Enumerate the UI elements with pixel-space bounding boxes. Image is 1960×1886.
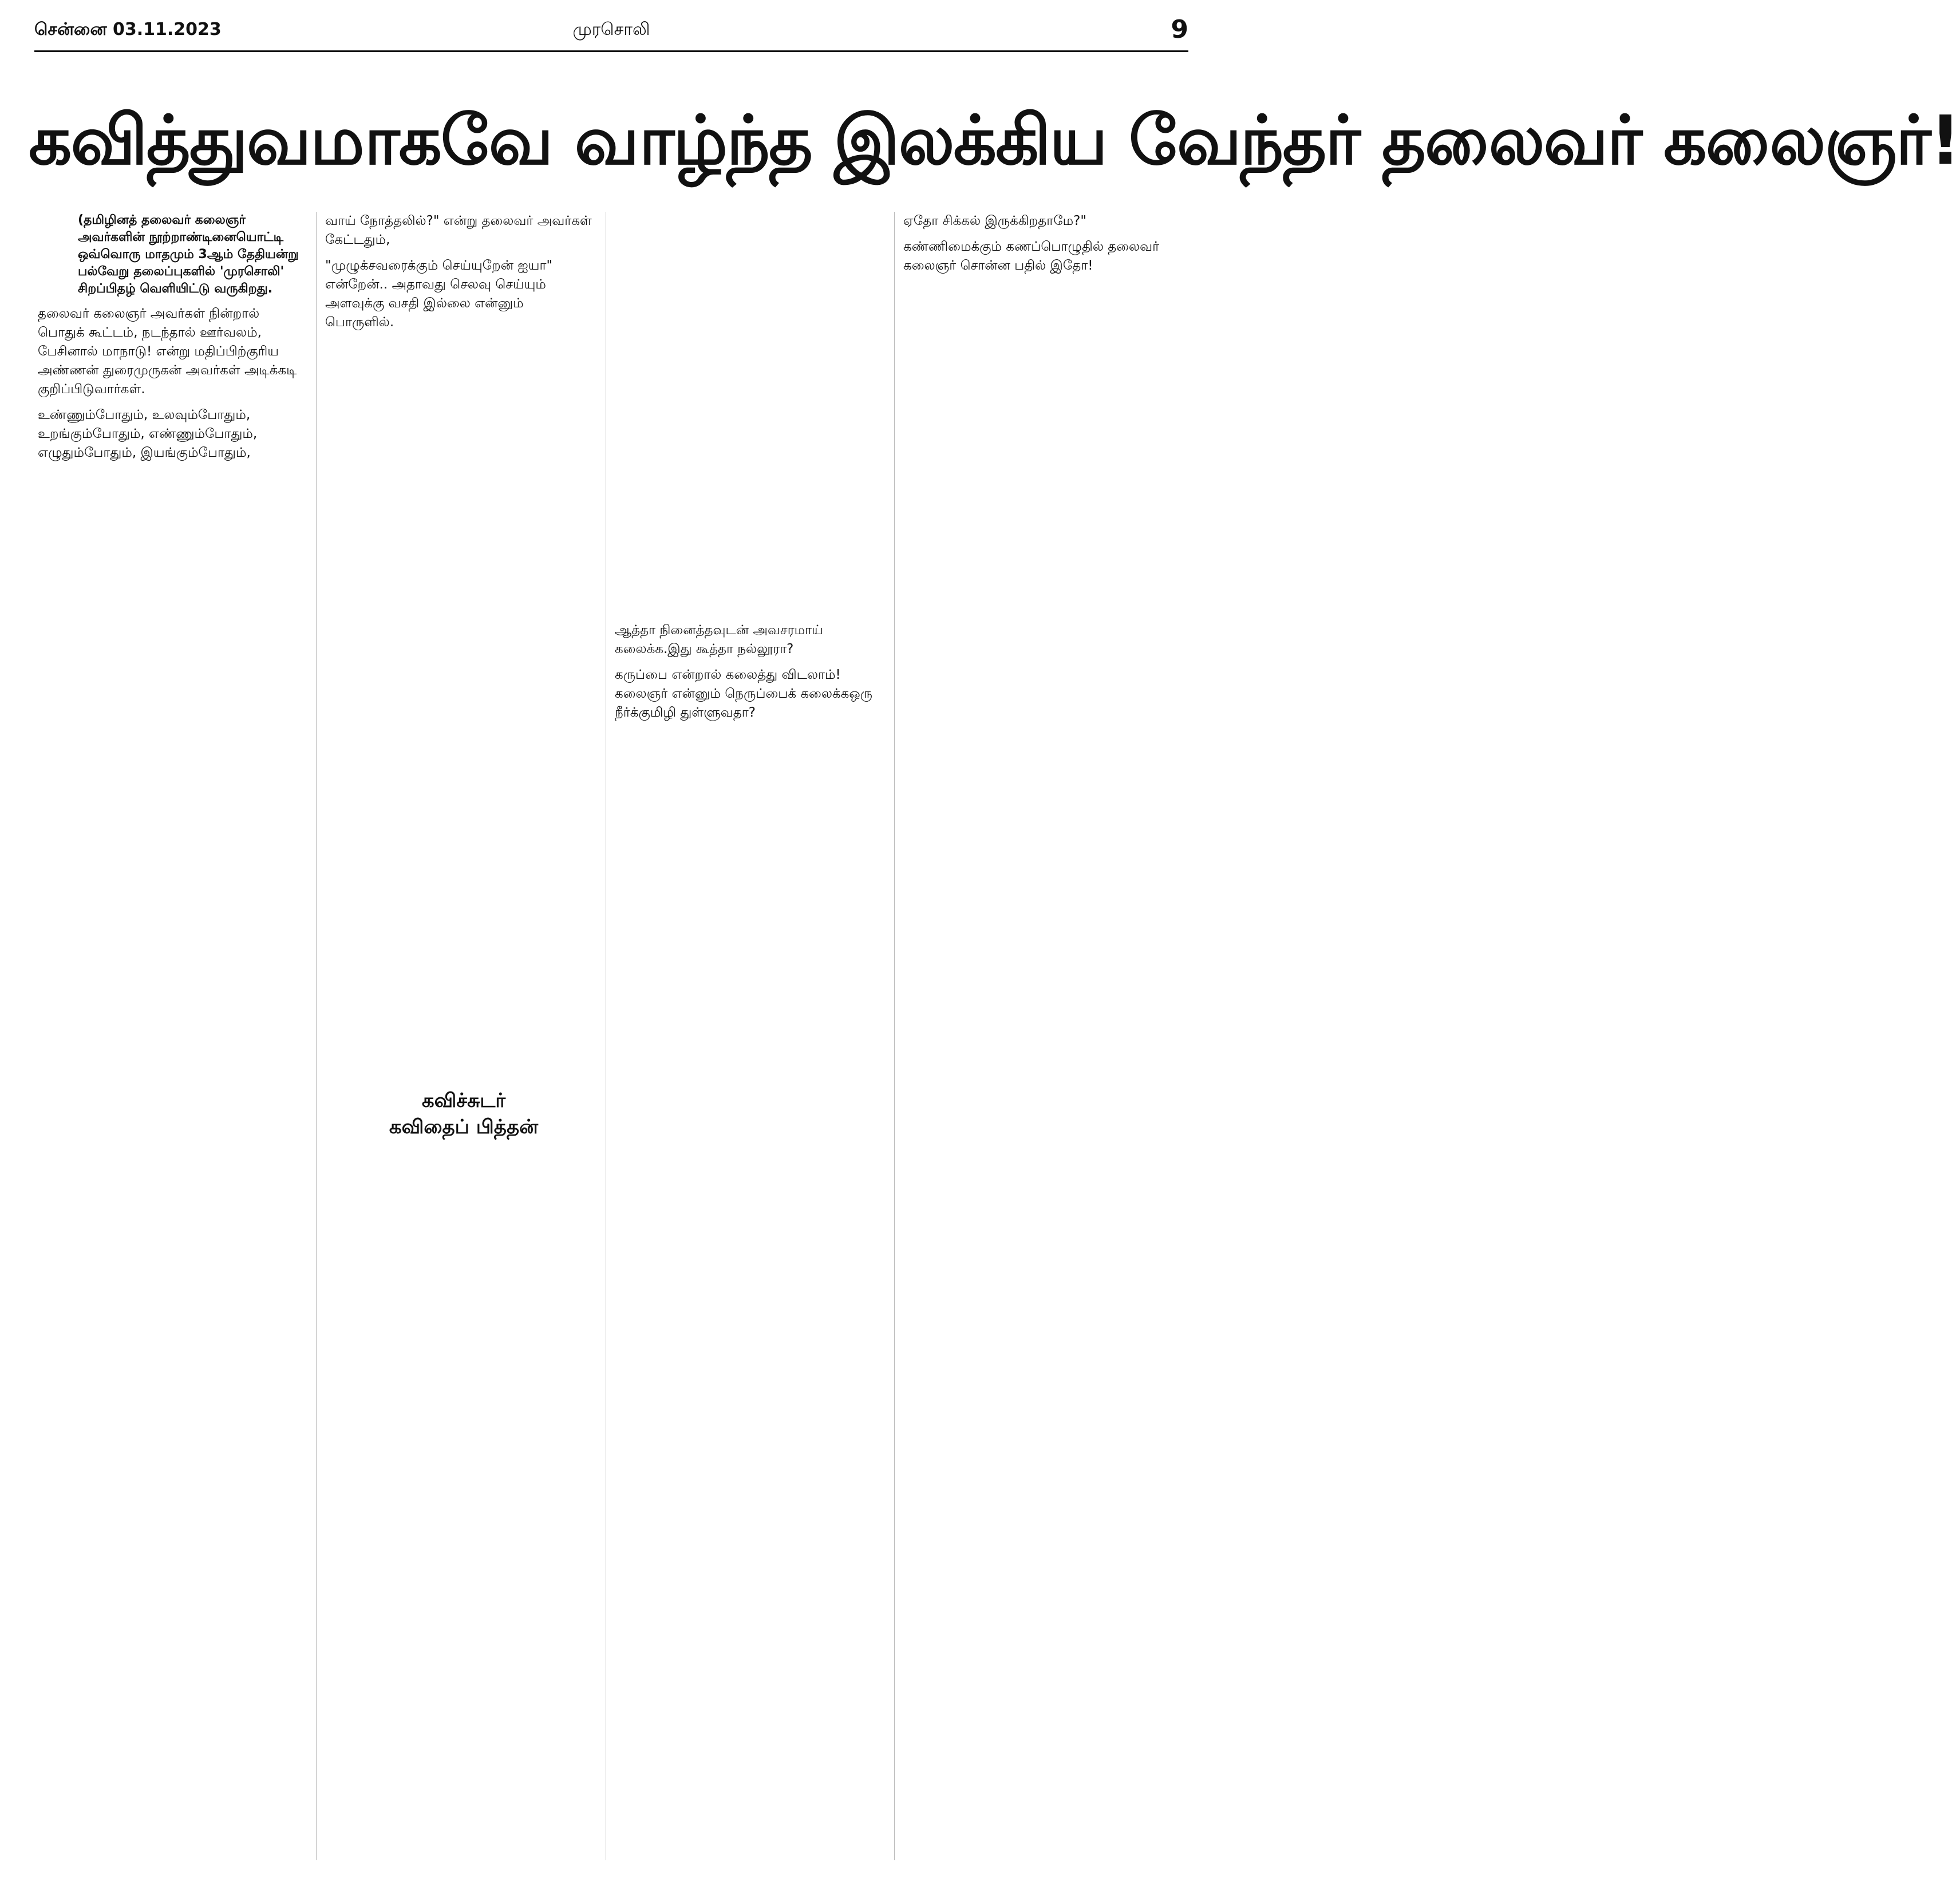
paragraph: வாய் நோத்தலில்?" என்று தலைவர் அவர்கள் கேட்டதும், xyxy=(325,213,592,247)
column-divider xyxy=(894,212,895,1860)
paragraph: உண்ணும்போதும், உலவும்போதும், உறங்கும்போதும், எண்ணும்போதும், எழுதும்போதும், இயங்கும்போதும், xyxy=(38,408,258,460)
paragraph: கருப்பை என்றால் கலைத்து விடலாம்! கலைஞர் என்னும் நெருப்பைக் கலைக்கஒரு நீர்க்குமிழி துள்ளுவதா? xyxy=(615,667,872,720)
column-divider xyxy=(316,212,317,1860)
paragraph: "முழுக்சவரைக்கும் செய்யுறேன் ஐயா" என்றேன்.. அதாவது செலவு செய்யும் அளவுக்கு வசதி இல்லை என்னும் பொருளில். xyxy=(325,258,553,330)
article-column-4 xyxy=(903,212,1172,282)
paragraph: ஆத்தா நினைத்தவுடன் அவசரமாய் கலைக்க.இது கூத்தா நல்லூரா? xyxy=(615,623,823,657)
headline: கவித்துவமாகவே வாழ்ந்த இலக்கிய வேந்தர் தலைவர் கலைஞர்! xyxy=(29,101,1960,180)
paragraph: கண்ணிமைக்கும் கணப்பொழுதில் தலைவர் கலைஞர் சொன்ன பதில் இதோ! xyxy=(903,239,1160,273)
editor-note: (தமிழினத் தலைவர் கலைஞர் அவர்களின் நூற்றாண்டினையொட்டி ஒவ்வொரு மாதமும் 3ஆம் தேதியன்று பல்வேறு தலைப்புகளில் 'முரசொலி' சிறப்பிதழ் வெளியிட்டு வருகிறது. xyxy=(78,213,299,296)
dateline: சென்னை 03.11.2023 xyxy=(34,19,222,39)
page-number: 9 xyxy=(1171,15,1188,44)
article-column-1 xyxy=(38,212,307,469)
paragraph: ஏதோ சிக்கல் இருக்கிறதாமே?" xyxy=(903,213,1086,228)
byline xyxy=(355,1088,572,1140)
byline-author: கவிதைப் பித்தன் xyxy=(389,1116,539,1138)
header-rule xyxy=(34,50,1188,52)
byline-title: கவிச்சுடர் xyxy=(421,1089,506,1112)
paper-name: முரசொலி xyxy=(572,19,650,39)
page-header xyxy=(34,13,1188,47)
paragraph: தலைவர் கலைஞர் அவர்கள் நின்றால் பொதுக் கூட்டம், நடந்தால் ஊர்வலம், பேசினால் மாநாடு! என்று மதிப்பிற்குரிய அண்ணன் துரைமுருகன் அவர்கள் அடிக்கடி குறிப்பிடுவார்கள். xyxy=(38,306,297,397)
article-column-2 xyxy=(325,212,594,339)
article-column-3 xyxy=(615,621,884,729)
